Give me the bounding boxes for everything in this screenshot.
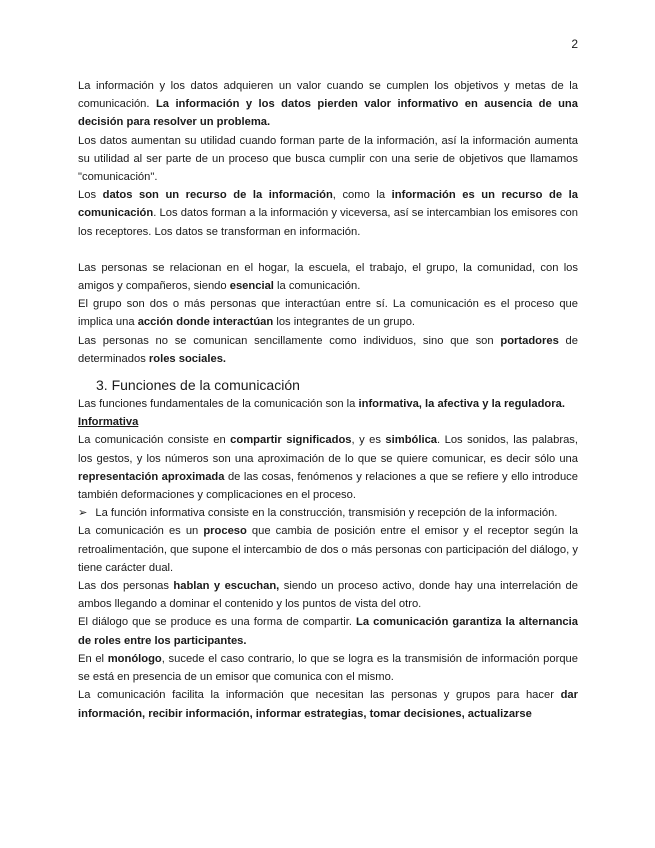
- paragraph: La comunicación es un proceso que cambia de posición entre el emisor y el receptor según la retroalimentación, que supone el intercambio de dos o más personas con participación del diálogo, y tiene carácter dual.: [78, 525, 579, 574]
- paragraph: Las personas se relacionan en el hogar, la escuela, el trabajo, el grupo, la comunidad, con los amigos y compañeros, siendo esencial la comunicación.: [78, 261, 578, 293]
- paragraph-spacer: [78, 241, 578, 259]
- paragraph: Las funciones fundamentales de la comunicación son la informativa, la afectiva y la reguladora.: [78, 398, 565, 411]
- paragraph: La comunicación consiste en compartir significados, y es simbólica. Los sonidos, las palabras, los gestos, y los números son una aproximación de lo que se quiere comunicar, es decir sólo una representación aproximada de las cosas, fenómenos y relaciones a que se refiere y ello introduce también deformaciones y complicaciones en el proceso.: [78, 434, 579, 502]
- section-heading: 3. Funciones de la comunicación: [96, 377, 300, 394]
- arrow-bullet-icon: ➢: [78, 507, 88, 520]
- paragraph: En el monólogo, sucede el caso contrario, lo que se logra es la transmisión de información porque se está en presencia de un emisor que comunica con el mismo.: [78, 652, 578, 684]
- paragraph: Los datos aumentan su utilidad cuando forman parte de la información, así la información aumenta su utilidad al ser parte de un proceso que busca cumplir con una serie de objetivos que llamamos "comunicación".: [78, 134, 578, 184]
- paragraph: La comunicación facilita la información que necesitan las personas y grupos para hacer dar información, recibir información, informar estrategias, tomar decisiones, actualizarse: [78, 689, 578, 720]
- document-body: [78, 77, 578, 723]
- paragraph: Las personas no se comunican sencillamente como individuos, sino que son portadores de determinados roles sociales.: [78, 334, 578, 365]
- subheading-informativa: Informativa: [78, 416, 139, 429]
- bullet-paragraph: ➢ La función informativa consiste en la construcción, transmisión y recepción de la información.: [78, 507, 558, 520]
- paragraph: La información y los datos adquieren un valor cuando se cumplen los objetivos y metas de la comunicación. La información y los datos pierden valor informativo en ausencia de una decisión para resolver un problema.: [78, 80, 578, 129]
- page-number: 2: [571, 37, 578, 51]
- paragraph: El diálogo que se produce es una forma de compartir. La comunicación garantiza la alternancia de roles entre los participantes.: [78, 616, 578, 647]
- paragraph: Las dos personas hablan y escuchan, siendo un proceso activo, donde hay una interrelación de ambos llegando a dominar el contenido y los puntos de vista del otro.: [78, 580, 578, 611]
- paragraph: Los datos son un recurso de la información, como la información es un recurso de la comunicación. Los datos forman a la información y viceversa, así se intercambian los emisores con los receptores. Los datos se transforman en información.: [78, 189, 579, 238]
- paragraph: El grupo son dos o más personas que interactúan entre sí. La comunicación es el proceso que implica una acción donde interactúan los integrantes de un grupo.: [78, 298, 578, 329]
